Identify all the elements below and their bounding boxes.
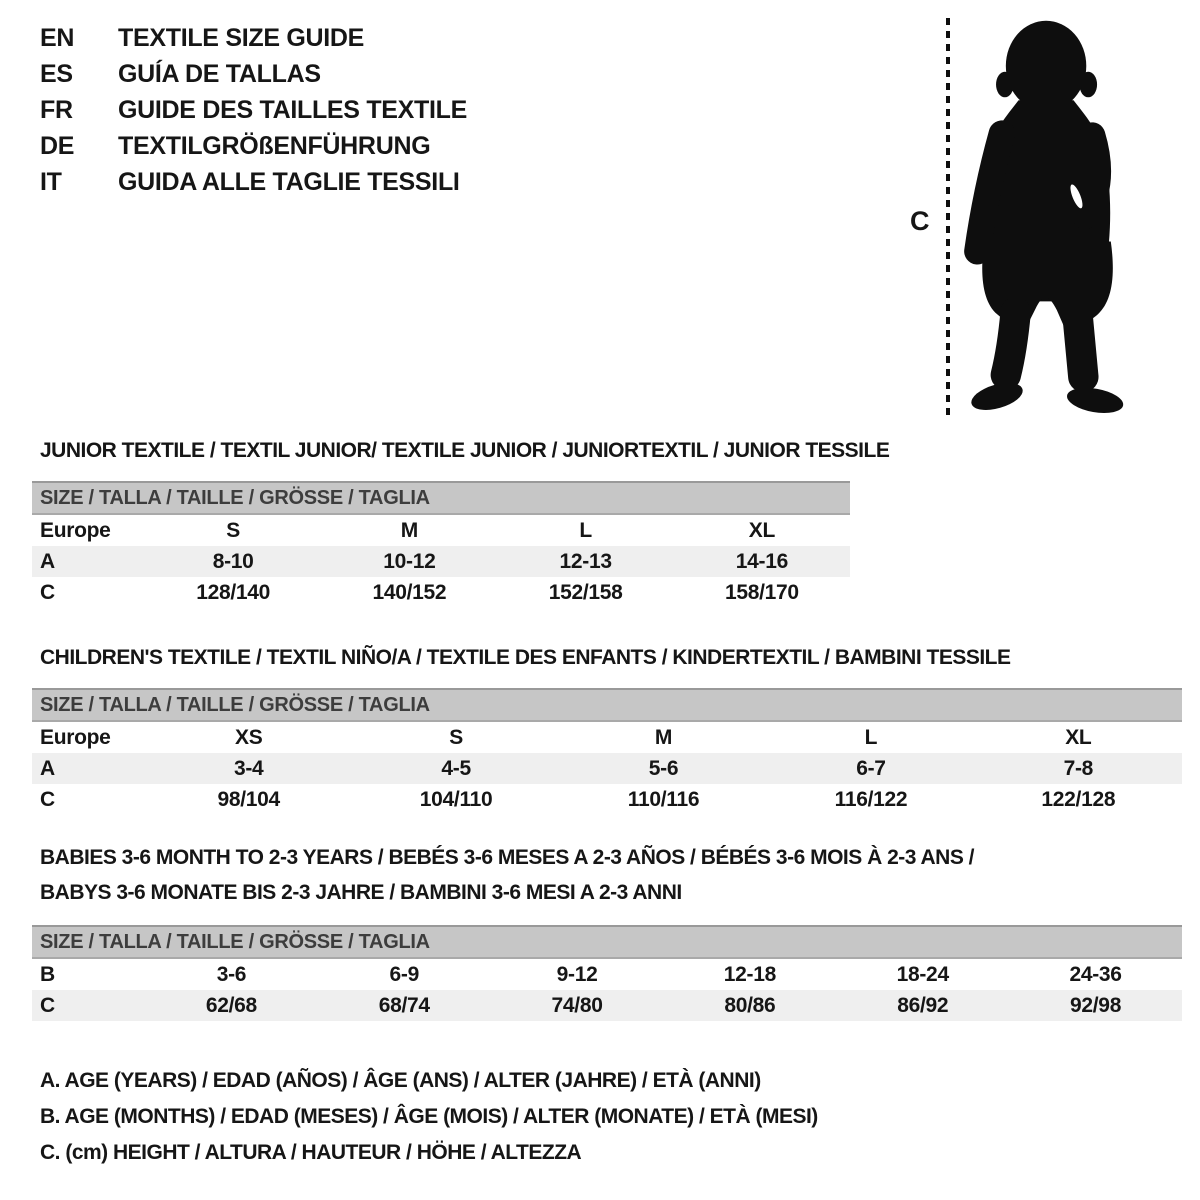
row-label: A xyxy=(40,549,55,573)
table-cell: 6-9 xyxy=(389,962,419,986)
row-label: C xyxy=(40,993,55,1017)
table-cell: 3-4 xyxy=(233,756,264,780)
language-code: DE xyxy=(40,131,75,160)
row-label: A xyxy=(40,756,55,780)
row-label: Europe xyxy=(40,725,111,749)
table-cell: 86/92 xyxy=(897,993,949,1017)
legend-line-a: A. AGE (YEARS) / EDAD (AÑOS) / ÂGE (ANS) / ALTER (JAHRE) / ETÀ (ANNI) xyxy=(40,1069,761,1092)
table-cell: 110/116 xyxy=(627,787,700,811)
table-row xyxy=(32,515,850,546)
legend-line-b: B. AGE (MONTHS) / EDAD (MESES) / ÂGE (MOIS) / ALTER (MONATE) / ETÀ (MESI) xyxy=(40,1105,818,1128)
table-cell: 116/122 xyxy=(834,787,908,811)
table-cell: 14-16 xyxy=(735,549,788,573)
table-cell: 18-24 xyxy=(896,962,949,986)
language-title: GUÍA DE TALLAS xyxy=(118,59,321,88)
table-cell: 12-18 xyxy=(723,962,776,986)
table-row xyxy=(32,753,1182,784)
table-cell: XS xyxy=(234,725,263,749)
table-cell: 98/104 xyxy=(217,787,280,811)
section-title-children: CHILDREN'S TEXTILE / TEXTIL NIÑO/A / TEXTILE DES ENFANTS / KINDERTEXTIL / BAMBINI TESSILE xyxy=(40,646,1011,669)
table-cell: 9-12 xyxy=(556,962,598,986)
table-cell: S xyxy=(226,518,240,542)
language-code: IT xyxy=(40,167,62,196)
language-title: TEXTILGRÖßENFÜHRUNG xyxy=(118,131,431,160)
table-cell: 92/98 xyxy=(1070,993,1122,1017)
language-row xyxy=(40,128,467,164)
section-title-line: BABYS 3-6 MONATE BIS 2-3 JAHRE / BAMBINI 3-6 MESI A 2-3 ANNI xyxy=(40,881,682,904)
language-row xyxy=(40,92,467,128)
table-cell: 128/140 xyxy=(196,580,271,604)
language-title: GUIDE DES TAILLES TEXTILE xyxy=(118,95,468,124)
table-body xyxy=(32,515,850,608)
table-row xyxy=(32,722,1182,753)
table-cell: 5-6 xyxy=(648,756,679,780)
row-label: C xyxy=(40,787,55,811)
table-cell: 152/158 xyxy=(548,580,623,604)
table-cell: M xyxy=(654,725,673,749)
legend xyxy=(40,1063,818,1171)
table-cell: 12-13 xyxy=(559,549,612,573)
table-header-bar: SIZE / TALLA / TAILLE / GRÖSSE / TAGLIA xyxy=(32,688,1182,722)
legend-line-c: C. (cm) HEIGHT / ALTURA / HAUTEUR / HÖHE / ALTEZZA xyxy=(40,1141,582,1164)
table-row xyxy=(32,784,1182,815)
row-label: B xyxy=(40,962,55,986)
language-title: GUIDA ALLE TAGLIE TESSILI xyxy=(118,167,460,196)
babies-size-table xyxy=(32,925,1182,1021)
table-header-bar: SIZE / TALLA / TAILLE / GRÖSSE / TAGLIA xyxy=(32,481,850,515)
table-cell: L xyxy=(579,518,592,542)
table-row xyxy=(32,577,850,608)
section-title-babies xyxy=(40,840,974,910)
table-cell: XL xyxy=(1065,725,1092,749)
table-cell: 68/74 xyxy=(378,993,430,1017)
table-cell: 7-8 xyxy=(1063,756,1094,780)
baby-silhouette-icon xyxy=(955,10,1143,422)
row-label: C xyxy=(40,580,55,604)
table-row xyxy=(32,546,850,577)
table-cell: 6-7 xyxy=(856,756,886,780)
table-cell: XL xyxy=(748,518,775,542)
table-cell: 158/170 xyxy=(724,580,799,604)
height-measure-label: C xyxy=(910,206,930,236)
language-code: ES xyxy=(40,59,73,88)
table-cell: 3-6 xyxy=(216,962,247,986)
row-label: Europe xyxy=(40,518,111,542)
language-title: TEXTILE SIZE GUIDE xyxy=(118,23,365,52)
table-header-bar: SIZE / TALLA / TAILLE / GRÖSSE / TAGLIA xyxy=(32,925,1182,959)
language-row xyxy=(40,20,467,56)
junior-size-table xyxy=(32,481,850,608)
table-cell: L xyxy=(864,725,878,749)
table-cell: 24-36 xyxy=(1069,962,1122,986)
children-size-table xyxy=(32,688,1182,815)
table-cell: 104/110 xyxy=(419,787,493,811)
table-cell: 80/86 xyxy=(724,993,776,1017)
language-code: EN xyxy=(40,23,75,52)
table-row xyxy=(32,959,1182,990)
table-cell: 62/68 xyxy=(205,993,257,1017)
language-row xyxy=(40,56,467,92)
table-body xyxy=(32,722,1182,815)
table-cell: 10-12 xyxy=(383,549,436,573)
table-cell: 122/128 xyxy=(1041,787,1116,811)
section-title-line: BABIES 3-6 MONTH TO 2-3 YEARS / BEBÉS 3-6 MESES A 2-3 AÑOS / BÉBÉS 3-6 MOIS À 2-3 ANS / xyxy=(40,846,975,869)
section-title-junior: JUNIOR TEXTILE / TEXTIL JUNIOR/ TEXTILE JUNIOR / JUNIORTEXTIL / JUNIOR TESSILE xyxy=(40,439,890,462)
table-body xyxy=(32,959,1182,1021)
table-cell: M xyxy=(400,518,418,542)
language-row xyxy=(40,164,467,200)
language-list xyxy=(40,20,467,200)
height-dashed-line xyxy=(946,18,950,416)
table-row xyxy=(32,990,1182,1021)
table-cell: S xyxy=(449,725,463,749)
language-code: FR xyxy=(40,95,73,124)
table-cell: 74/80 xyxy=(551,993,603,1017)
table-cell: 4-5 xyxy=(441,756,471,780)
table-cell: 140/152 xyxy=(372,580,447,604)
table-cell: 8-10 xyxy=(212,549,254,573)
